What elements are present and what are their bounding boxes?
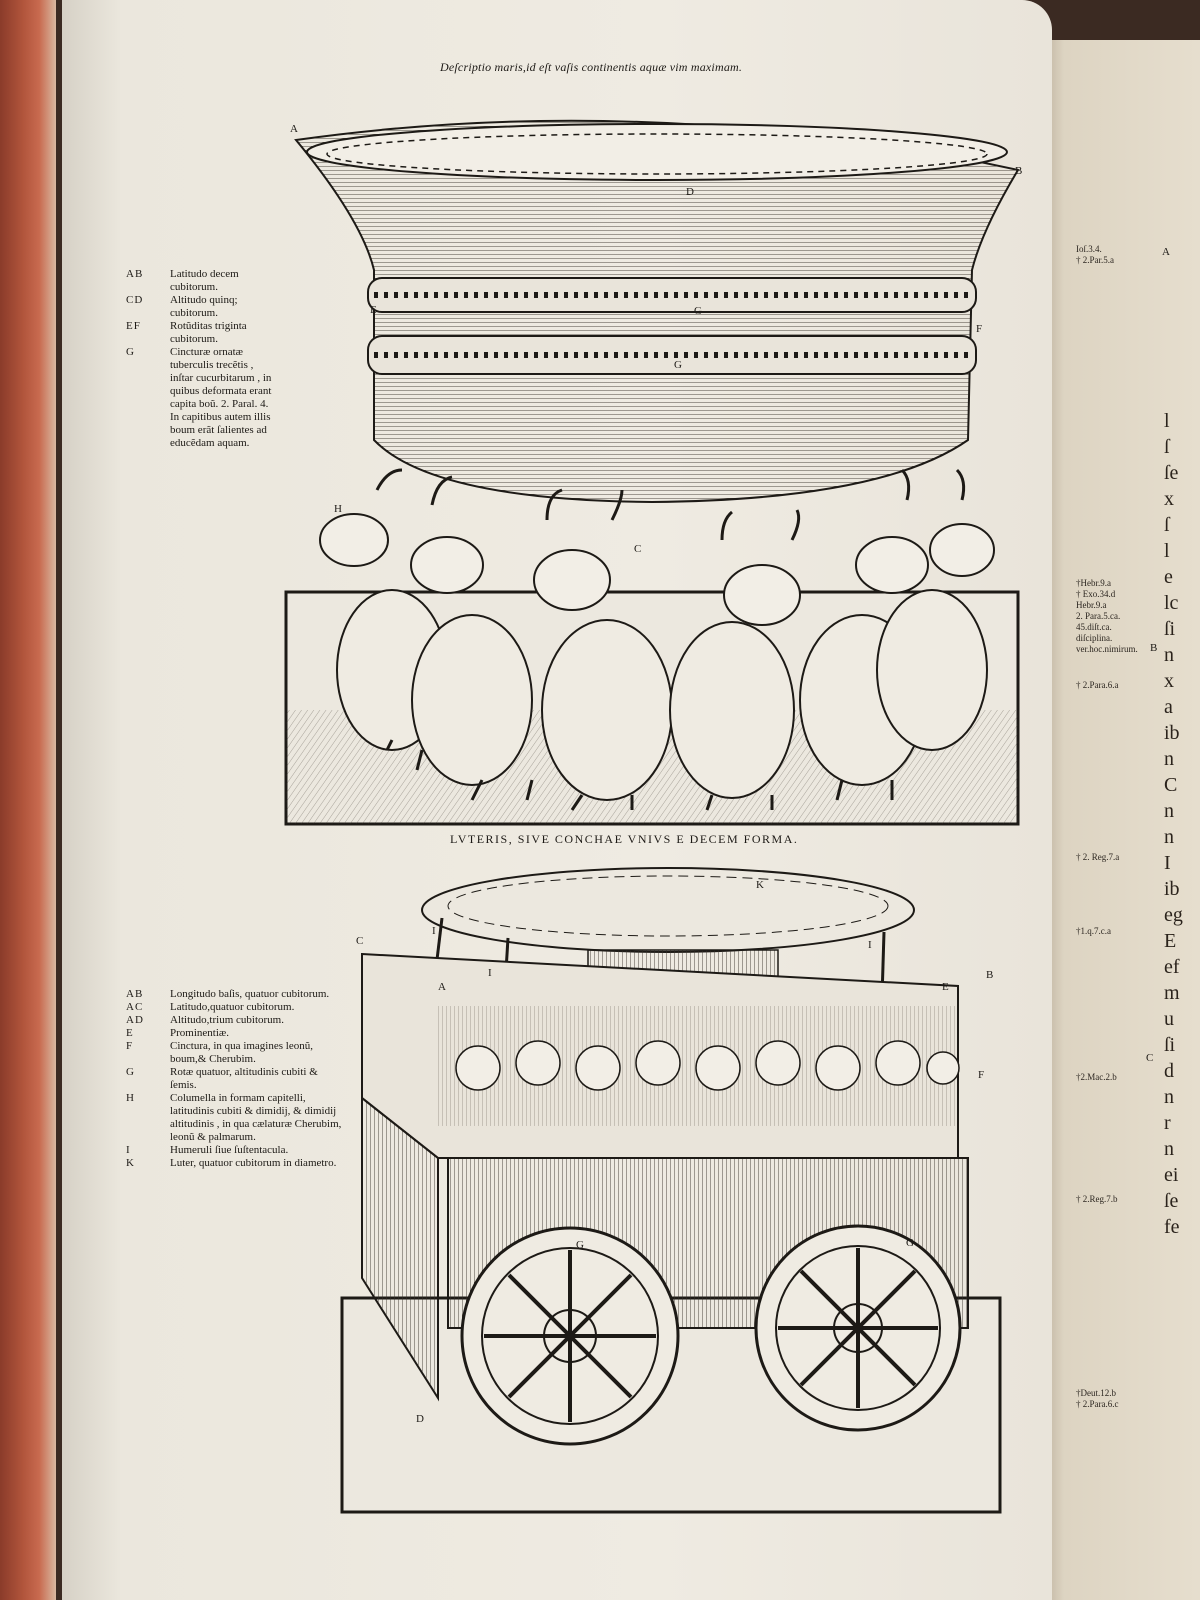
facing-page-text-fragment: e xyxy=(1164,566,1173,588)
margin-note-line: 45.diſt.ca. xyxy=(1076,622,1112,632)
facing-page-text-fragment: ei xyxy=(1164,1164,1179,1186)
facing-page-text-fragment: l xyxy=(1164,540,1170,562)
legend-text: Humeruli ſiue ſuſtentacula. xyxy=(170,1144,289,1156)
facing-page-text-fragment: ib xyxy=(1164,722,1180,744)
legend-key: G xyxy=(126,1066,135,1078)
fig1-label-b: B xyxy=(1015,165,1022,177)
legend-row xyxy=(126,1040,346,1066)
margin-note xyxy=(1076,578,1138,655)
margin-note: † 2. Reg.7.a xyxy=(1076,852,1120,862)
margin-note-line: ver.hoc.nimirum. xyxy=(1076,644,1138,654)
fig2-label-f: F xyxy=(978,1069,985,1081)
facing-page-text-fragment: ſ xyxy=(1164,436,1170,458)
legend-row xyxy=(126,988,346,1001)
facing-page-text-fragment: n xyxy=(1164,826,1174,848)
margin-note-line: † 2.Para.6.c xyxy=(1076,1399,1119,1409)
fig1-label-g1: G xyxy=(694,305,702,317)
legend-text: Altitudo quinq; cubitorum. xyxy=(170,294,238,319)
legend-key: AD xyxy=(126,1014,144,1026)
section-letter: B xyxy=(1150,642,1158,654)
legend-sea xyxy=(126,268,276,450)
facing-page-text-fragment: eg xyxy=(1164,904,1183,926)
legend-row xyxy=(126,1066,346,1092)
legend-row xyxy=(126,268,276,294)
facing-page-text-fragment: d xyxy=(1164,1060,1174,1082)
fig2-label-e: E xyxy=(942,981,949,993)
margin-note xyxy=(1076,244,1114,266)
fig1-label-c: C xyxy=(634,543,642,555)
laver-woodcut xyxy=(338,858,1004,1518)
legend-laver xyxy=(126,988,346,1170)
margin-note xyxy=(1076,1388,1119,1410)
legend-text: Altitudo,trium cubitorum. xyxy=(170,1014,284,1026)
legend-row xyxy=(126,1014,346,1027)
facing-page-text-fragment: ſi xyxy=(1164,1034,1176,1056)
facing-page-text-fragment: ſe xyxy=(1164,462,1179,484)
fig2-label-b: B xyxy=(986,969,994,981)
fig2-label-g1: G xyxy=(576,1239,584,1251)
legend-key: AB xyxy=(126,268,144,280)
fig2-label-i2: I xyxy=(488,967,492,979)
section-letter: A xyxy=(1162,246,1170,258)
fig2-label-k: K xyxy=(756,879,764,891)
fig2-label-i3: I xyxy=(868,939,872,951)
legend-key: K xyxy=(126,1157,135,1169)
fig1-label-g2: G xyxy=(674,359,682,371)
legend-row xyxy=(126,346,276,450)
facing-page-text-fragment: lc xyxy=(1164,592,1179,614)
fig1-label-d: D xyxy=(686,186,694,198)
legend-text: Latitudo,quatuor cubitorum. xyxy=(170,1001,295,1013)
legend-text: Cincturæ ornatæ tuberculis trecẽtis , inſtar cucurbitarum , in quibus deformata erant capita boũ. 2. Paral. 4. In capitibus autem illis boum erãt ſalientes ad educẽdam aquam. xyxy=(170,346,272,449)
facing-page-text-fragment: x xyxy=(1164,488,1174,510)
facing-page-text-fragment: n xyxy=(1164,748,1174,770)
legend-text: Columella in formam capitelli, latitudinis cubiti & dimidij, & dimidij altitudinis , in qua cælaturæ Cherubim, leonũ & palmarum. xyxy=(170,1092,342,1143)
section-letter: C xyxy=(1146,1052,1154,1064)
legend-row xyxy=(126,1001,346,1014)
facing-page-text-fragment: n xyxy=(1164,644,1174,666)
margin-note-line: 2. Para.5.ca. xyxy=(1076,611,1121,621)
legend-key: CD xyxy=(126,294,144,306)
facing-page-text-fragment: fe xyxy=(1164,1216,1180,1238)
facing-page-text-fragment: a xyxy=(1164,696,1173,718)
legend-row xyxy=(126,1157,346,1170)
facing-page-text-fragment: m xyxy=(1164,982,1180,1004)
facing-page-text-fragment: E xyxy=(1164,930,1177,952)
facing-page-text-fragment: n xyxy=(1164,800,1174,822)
margin-note: †2.Mac.2.b xyxy=(1076,1072,1117,1082)
facing-page-text-fragment: l xyxy=(1164,410,1170,432)
margin-note-line: Ioſ.3.4. xyxy=(1076,244,1102,254)
legend-row xyxy=(126,320,276,346)
fig2-label-g2: G xyxy=(906,1237,914,1249)
legend-row xyxy=(126,294,276,320)
legend-key: G xyxy=(126,346,135,358)
legend-text: Longitudo baſis, quatuor cubitorum. xyxy=(170,988,330,1000)
legend-key: I xyxy=(126,1144,131,1156)
facing-page-text-fragment: ſe xyxy=(1164,1190,1179,1212)
legend-text: Latitudo decem cubitorum. xyxy=(170,268,239,293)
facing-page-text-fragment: x xyxy=(1164,670,1174,692)
margin-note-line: Hebr.9.a xyxy=(1076,600,1107,610)
fig1-label-e: E xyxy=(370,304,377,316)
fig1-label-a: A xyxy=(290,123,298,135)
fig2-label-d: D xyxy=(416,1413,424,1425)
figure-caption: LVTERIS, SIVE CONCHAE VNIVS E DECEM FORMA. xyxy=(450,832,799,846)
legend-row xyxy=(126,1027,346,1040)
facing-page-text-fragment: C xyxy=(1164,774,1178,796)
margin-note-line: diſciplina. xyxy=(1076,633,1113,643)
book-edge xyxy=(0,0,56,1600)
margin-note-line: †Hebr.9.a xyxy=(1076,578,1111,588)
legend-text: Cinctura, in qua imagines leonũ, boum,& Cherubim. xyxy=(170,1040,313,1065)
margin-note: † 2.Reg.7.b xyxy=(1076,1194,1118,1204)
fig1-label-h: H xyxy=(334,503,342,515)
legend-text: Luter, quatuor cubitorum in diametro. xyxy=(170,1157,337,1169)
fig1-label-f: F xyxy=(976,323,983,335)
legend-key: AB xyxy=(126,988,144,1000)
legend-text: Prominentiæ. xyxy=(170,1027,229,1039)
margin-note-line: †Deut.12.b xyxy=(1076,1388,1116,1398)
facing-page-text-fragment: ib xyxy=(1164,878,1180,900)
margin-note-line: † 2.Par.5.a xyxy=(1076,255,1114,265)
running-head: Deſcriptio maris,id eſt vaſis continentis aquæ vim maximam. xyxy=(440,60,743,74)
facing-page-text-fragment: r xyxy=(1164,1112,1171,1134)
legend-row xyxy=(126,1092,346,1144)
fig2-label-c: C xyxy=(356,935,364,947)
legend-key: EF xyxy=(126,320,141,332)
bronze-sea-woodcut xyxy=(282,110,1022,830)
legend-key: H xyxy=(126,1092,135,1104)
facing-page-text-edge xyxy=(1164,408,1200,1240)
legend-key: E xyxy=(126,1027,134,1039)
facing-page-text-fragment: n xyxy=(1164,1086,1174,1108)
facing-page-text-fragment: u xyxy=(1164,1008,1174,1030)
facing-page-text-fragment: ef xyxy=(1164,956,1180,978)
legend-text: Rotũditas triginta cubitorum. xyxy=(170,320,247,345)
legend-key: AC xyxy=(126,1001,144,1013)
facing-page-text-fragment: ſi xyxy=(1164,618,1176,640)
fig2-label-a: A xyxy=(438,981,446,993)
legend-text: Rotæ quatuor, altitudinis cubiti & ſemis. xyxy=(170,1066,318,1091)
margin-note-line: † Exo.34.d xyxy=(1076,589,1116,599)
margin-note: †1.q.7.c.a xyxy=(1076,926,1111,936)
facing-page-text-fragment: ſ xyxy=(1164,514,1170,536)
margin-note: † 2.Para.6.a xyxy=(1076,680,1119,690)
facing-page-text-fragment: I xyxy=(1164,852,1171,874)
legend-row xyxy=(126,1144,346,1157)
legend-key: F xyxy=(126,1040,134,1052)
facing-page-text-fragment: n xyxy=(1164,1138,1174,1160)
fig2-label-i1: I xyxy=(432,925,436,937)
